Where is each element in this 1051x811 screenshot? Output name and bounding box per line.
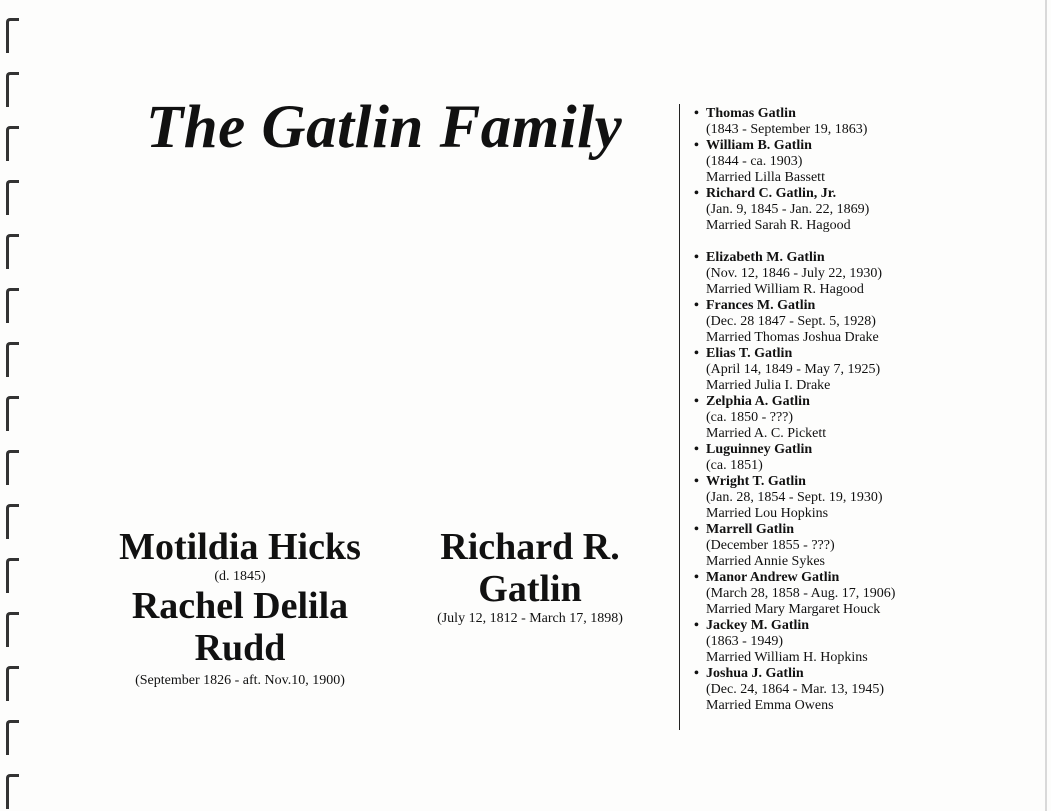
father-block <box>405 526 655 627</box>
mothers-block <box>100 526 380 689</box>
binding-ring <box>6 720 19 755</box>
child-dates: (1844 - ca. 1903) <box>706 154 803 169</box>
child-name: Frances M. Gatlin <box>706 298 816 313</box>
father-dates: (July 12, 1812 - March 17, 1898) <box>437 611 623 626</box>
child-name: Manor Andrew Gatlin <box>706 570 840 585</box>
child-spouse: Married Emma Owens <box>706 698 834 713</box>
father-name-line1: Richard R. <box>440 526 620 568</box>
stepmother-dates: (September 1826 - aft. Nov.10, 1900) <box>135 673 345 688</box>
bullet-icon: • <box>694 298 699 313</box>
bullet-icon: • <box>694 570 699 585</box>
spiral-binding <box>6 18 22 808</box>
bullet-icon: • <box>694 186 699 201</box>
list-item <box>690 250 1040 298</box>
binding-ring <box>6 180 19 215</box>
bullet-icon: • <box>694 666 699 681</box>
child-spouse: Married William H. Hopkins <box>706 650 868 665</box>
child-spouse: Married Annie Sykes <box>706 554 825 569</box>
mother-name: Motildia Hicks <box>119 526 361 568</box>
child-spouse: Married Mary Margaret Houck <box>706 602 881 617</box>
bullet-icon: • <box>694 394 699 409</box>
list-item <box>690 666 1040 714</box>
binding-ring <box>6 612 19 647</box>
column-divider <box>679 104 680 730</box>
binding-ring <box>6 234 19 269</box>
binding-ring <box>6 558 19 593</box>
stepmother-name-line2: Rudd <box>194 627 286 669</box>
child-dates: (ca. 1850 - ???) <box>706 410 794 425</box>
list-item <box>690 186 1040 234</box>
bullet-icon: • <box>694 522 699 537</box>
list-item <box>690 106 1040 138</box>
child-name: Wright T. Gatlin <box>706 474 806 489</box>
binding-ring <box>6 126 19 161</box>
binding-ring <box>6 72 19 107</box>
child-spouse: Married Lou Hopkins <box>706 506 829 521</box>
child-name: Luguinney Gatlin <box>706 442 813 457</box>
binding-ring <box>6 342 19 377</box>
binding-ring <box>6 288 19 323</box>
binding-ring <box>6 396 19 431</box>
binding-ring <box>6 774 19 809</box>
bullet-icon: • <box>694 474 699 489</box>
binding-ring <box>6 666 19 701</box>
child-dates: (1863 - 1949) <box>706 634 783 649</box>
binding-ring <box>6 504 19 539</box>
child-name: Thomas Gatlin <box>706 106 796 121</box>
child-spouse: Married Thomas Joshua Drake <box>706 330 879 345</box>
list-item <box>690 618 1040 666</box>
child-dates: (1843 - September 19, 1863) <box>706 122 868 137</box>
page-edge <box>1045 0 1047 811</box>
child-dates: (Dec. 28 1847 - Sept. 5, 1928) <box>706 314 876 329</box>
father-name-line2: Gatlin <box>478 568 582 610</box>
child-dates: (Jan. 9, 1845 - Jan. 22, 1869) <box>706 202 870 217</box>
bullet-icon: • <box>694 442 699 457</box>
list-item <box>690 346 1040 394</box>
list-item <box>690 442 1040 474</box>
child-spouse: Married Sarah R. Hagood <box>706 218 851 233</box>
child-name: Richard C. Gatlin, Jr. <box>706 186 837 201</box>
child-name: William B. Gatlin <box>706 138 812 153</box>
binding-ring <box>6 450 19 485</box>
child-name: Zelphia A. Gatlin <box>706 394 810 409</box>
child-spouse: Married A. C. Pickett <box>706 426 827 441</box>
child-name: Elias T. Gatlin <box>706 346 793 361</box>
bullet-icon: • <box>694 106 699 121</box>
bullet-icon: • <box>694 346 699 361</box>
list-item <box>690 474 1040 522</box>
bullet-icon: • <box>694 138 699 153</box>
bullet-icon: • <box>694 250 699 265</box>
list-item <box>690 522 1040 570</box>
child-spouse: Married Lilla Bassett <box>706 170 825 185</box>
list-item <box>690 298 1040 346</box>
list-item <box>690 394 1040 442</box>
child-dates: (December 1855 - ???) <box>706 538 835 553</box>
child-dates: (April 14, 1849 - May 7, 1925) <box>706 362 881 377</box>
binding-ring <box>6 18 19 53</box>
child-spouse: Married William R. Hagood <box>706 282 864 297</box>
list-item <box>690 138 1040 186</box>
stepmother-name-line1: Rachel Delila <box>131 585 349 627</box>
list-item <box>690 570 1040 618</box>
child-dates: (Dec. 24, 1864 - Mar. 13, 1945) <box>706 682 885 697</box>
child-dates: (Nov. 12, 1846 - July 22, 1930) <box>706 266 883 281</box>
page-title: The Gatlin Family <box>146 94 623 161</box>
child-name: Elizabeth M. Gatlin <box>706 250 825 265</box>
bullet-icon: • <box>694 618 699 633</box>
child-name: Joshua J. Gatlin <box>706 666 804 681</box>
child-dates: (Jan. 28, 1854 - Sept. 19, 1930) <box>706 490 883 505</box>
child-name: Jackey M. Gatlin <box>706 618 810 633</box>
mother-dates: (d. 1845) <box>214 569 266 584</box>
child-name: Marrell Gatlin <box>706 522 794 537</box>
child-spouse: Married Julia I. Drake <box>706 378 831 393</box>
child-dates: (March 28, 1858 - Aug. 17, 1906) <box>706 586 896 601</box>
child-dates: (ca. 1851) <box>706 458 763 473</box>
children-list <box>690 106 1040 714</box>
